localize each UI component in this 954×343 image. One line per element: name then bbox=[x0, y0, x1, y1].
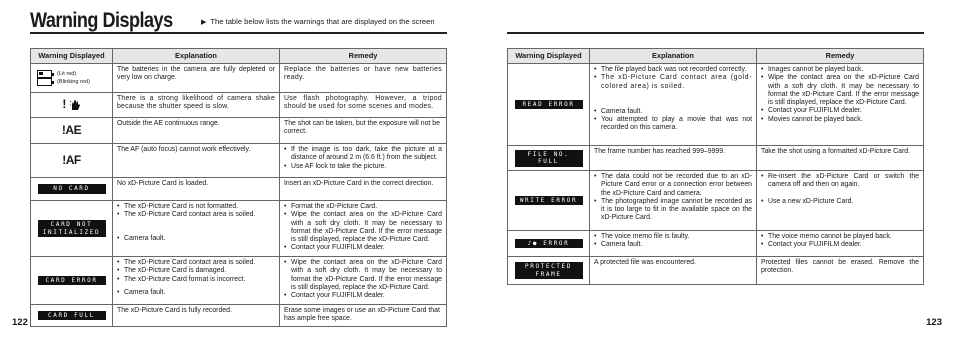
table-row bbox=[508, 171, 924, 231]
warning-symbol: ! bbox=[62, 97, 66, 112]
battery-lit bbox=[37, 70, 106, 78]
explanation-list bbox=[594, 173, 752, 223]
table-row bbox=[508, 146, 924, 171]
remedy-list bbox=[284, 203, 442, 253]
camera-shake-warning bbox=[37, 99, 106, 111]
list-item: • Contact your FUJIFILM dealer. bbox=[761, 107, 919, 115]
table-row bbox=[508, 257, 924, 285]
table-row bbox=[508, 231, 924, 257]
list-item: • Wipe the contact area on the xD-Picture Card with a soft dry cloth. It may be necessary to format the xD-Picture Card. If the error message is still displayed, replace the xD-Picture Card. bbox=[284, 211, 442, 244]
list-item: • The file played back was not recorded correctly. bbox=[594, 66, 752, 74]
warnings-table-right bbox=[507, 48, 924, 285]
list-item: • Contact your FUJIFILM dealer. bbox=[284, 292, 442, 300]
remedy-cell: Replace the batteries or have new batteries ready. bbox=[280, 64, 447, 93]
list-item: • The xD-Picture Card format is incorrect. bbox=[117, 276, 275, 284]
ae-warning-icon: !AE bbox=[61, 123, 82, 138]
voice-error-label: ERROR bbox=[543, 239, 570, 247]
header-remedy: Remedy bbox=[280, 49, 447, 64]
list-item: • You attempted to play a movie that was not recorded on this camera. bbox=[594, 116, 752, 133]
write-error-display: WRITE ERROR bbox=[515, 196, 583, 206]
voice-error-display: ♪● ERROR bbox=[515, 239, 583, 249]
table-row bbox=[31, 118, 447, 144]
warning-cell bbox=[31, 118, 113, 144]
card-not-initialized-display: CARD NOT INITIALIZED bbox=[38, 220, 106, 237]
list-item: • The voice memo cannot be played back. bbox=[761, 233, 919, 241]
explanation-cell: There is a strong likelihood of camera shake because the shutter speed is slow. bbox=[113, 93, 280, 118]
remedy-cell bbox=[757, 171, 924, 231]
table-row bbox=[31, 178, 447, 201]
explanation-cell bbox=[590, 231, 757, 257]
remedy-cell bbox=[280, 144, 447, 178]
warning-cell bbox=[508, 146, 590, 171]
warning-cell bbox=[508, 257, 590, 285]
remedy-list bbox=[284, 146, 442, 171]
list-item: • The xD-Picture Card contact area (gold-colored area) is soiled. bbox=[594, 74, 752, 91]
table-row bbox=[31, 201, 447, 257]
list-item: • The xD-Picture Card is damaged. bbox=[117, 267, 275, 275]
title-rule bbox=[30, 32, 447, 34]
list-item: • Wipe the contact area on the xD-Picture Card with a soft dry cloth. It may be necessary to format the xD-Picture Card. If the error message is still displayed, replace the xD-Picture Card. bbox=[284, 259, 442, 292]
header-explanation: Explanation bbox=[113, 49, 280, 64]
warning-cell bbox=[508, 64, 590, 146]
list-item: • The xD-Picture Card contact area is soiled. bbox=[117, 259, 275, 267]
list-item: • Format the xD-Picture Card. bbox=[284, 203, 442, 211]
read-error-display: READ ERROR bbox=[515, 100, 583, 110]
list-item: • Camera fault. bbox=[117, 289, 275, 297]
page-number: 123 bbox=[926, 317, 942, 328]
remedy-cell: Erase some images or use an xD-Picture Card that has ample free space. bbox=[280, 305, 447, 327]
remedy-cell: Insert an xD-Picture Card in the correct direction. bbox=[280, 178, 447, 201]
list-item: • The data could not be recorded due to an xD-Picture Card error or a connection error between the xD-Picture Card and camera. bbox=[594, 173, 752, 198]
list-item: • Movies cannot be played back. bbox=[761, 116, 919, 124]
header-warning: Warning Displayed bbox=[31, 49, 113, 64]
battery-blink bbox=[37, 78, 106, 86]
warnings-table-left bbox=[30, 48, 447, 327]
table-row bbox=[31, 257, 447, 305]
remedy-cell bbox=[280, 201, 447, 257]
list-item: • Use AF lock to take the picture. bbox=[284, 163, 442, 171]
explanation-cell: No xD-Picture Card is loaded. bbox=[113, 178, 280, 201]
warning-cell bbox=[31, 257, 113, 305]
list-item: • Use a new xD-Picture Card. bbox=[761, 198, 919, 206]
file-no-full-display: FILE NO. FULL bbox=[515, 150, 583, 167]
intro-label: The table below lists the warnings that are displayed on the screen bbox=[210, 17, 435, 26]
list-item: • Camera fault. bbox=[594, 108, 752, 116]
blinking-red-label: (Blinking red) bbox=[57, 79, 90, 85]
list-item: • Images cannot be played back. bbox=[761, 66, 919, 74]
remedy-cell: Take the shot using a formatted xD-Picture Card. bbox=[757, 146, 924, 171]
list-item: • The voice memo file is faulty. bbox=[594, 233, 752, 241]
list-item: • Contact your FUJIFILM dealer. bbox=[761, 241, 919, 249]
list-item: • Contact your FUJIFILM dealer. bbox=[284, 244, 442, 252]
list-item: • Re-insert the xD-Picture Card or switch the camera off and then on again. bbox=[761, 173, 919, 190]
explanation-cell bbox=[113, 257, 280, 305]
header-remedy: Remedy bbox=[757, 49, 924, 64]
list-item: • If the image is too dark, take the picture at a distance of around 2 m (6.6 ft.) from the subject. bbox=[284, 146, 442, 163]
explanation-cell: The AF (auto focus) cannot work effectively. bbox=[113, 144, 280, 178]
explanation-list bbox=[117, 259, 275, 297]
table-header-row bbox=[31, 49, 447, 64]
card-error-display: CARD ERROR bbox=[38, 276, 106, 286]
header-warning: Warning Displayed bbox=[508, 49, 590, 64]
table-row bbox=[508, 64, 924, 146]
remedy-cell: The shot can be taken, but the exposure will not be correct. bbox=[280, 118, 447, 144]
explanation-cell: The xD-Picture Card is fully recorded. bbox=[113, 305, 280, 327]
remedy-list bbox=[761, 66, 919, 124]
card-full-display: CARD FULL bbox=[38, 311, 106, 321]
list-item: • The xD-Picture Card is not formatted. bbox=[117, 203, 275, 211]
intro-text bbox=[201, 17, 435, 26]
list-item: • Camera fault. bbox=[117, 235, 275, 243]
explanation-cell bbox=[590, 171, 757, 231]
lit-red-label: (Lit red) bbox=[57, 71, 77, 77]
remedy-cell bbox=[280, 257, 447, 305]
remedy-cell: Protected files cannot be erased. Remove the protection. bbox=[757, 257, 924, 285]
warning-cell bbox=[31, 64, 113, 93]
battery-empty-icon bbox=[37, 78, 52, 86]
explanation-list bbox=[594, 233, 752, 250]
explanation-list bbox=[594, 66, 752, 133]
list-item: • The photographed image cannot be recorded as it is too large to fit in the available space on the xD-Picture Card. bbox=[594, 198, 752, 223]
remedy-list bbox=[761, 233, 919, 250]
warning-cell bbox=[508, 171, 590, 231]
remedy-cell bbox=[757, 231, 924, 257]
table-row bbox=[31, 144, 447, 178]
remedy-list bbox=[284, 259, 442, 300]
header-explanation: Explanation bbox=[590, 49, 757, 64]
table-header-row bbox=[508, 49, 924, 64]
warning-cell bbox=[31, 93, 113, 118]
remedy-list bbox=[761, 173, 919, 206]
battery-low-icon bbox=[37, 70, 52, 78]
explanation-cell: The batteries in the camera are fully depleted or very low on charge. bbox=[113, 64, 280, 93]
list-item: • Camera fault. bbox=[594, 241, 752, 249]
warning-cell bbox=[31, 201, 113, 257]
triangle-bullet-icon: ▶ bbox=[201, 19, 207, 26]
af-warning-icon: !AF bbox=[62, 153, 81, 168]
explanation-cell: The frame number has reached 999–9999. bbox=[590, 146, 757, 171]
hand-shake-icon bbox=[69, 99, 81, 111]
remedy-cell: Use flash photography. However, a tripod should be used for some scenes and modes. bbox=[280, 93, 447, 118]
title-rule bbox=[507, 32, 924, 34]
table-row bbox=[31, 305, 447, 327]
page-number: 122 bbox=[12, 317, 28, 328]
explanation-cell bbox=[113, 201, 280, 257]
list-item: • Wipe the contact area on the xD-Picture Card with a soft dry cloth. It may be necessary to format the xD-Picture Card. If the error message is still displayed, replace the xD-Picture Card. bbox=[761, 74, 919, 107]
remedy-cell bbox=[757, 64, 924, 146]
explanation-cell: A protected file was encountered. bbox=[590, 257, 757, 285]
list-item: • The xD-Picture Card contact area is soiled. bbox=[117, 211, 275, 219]
protected-frame-display: PROTECTED FRAME bbox=[515, 262, 583, 279]
table-row bbox=[31, 64, 447, 93]
table-row bbox=[31, 93, 447, 118]
warning-cell bbox=[508, 231, 590, 257]
warning-cell bbox=[31, 144, 113, 178]
no-card-display: NO CARD bbox=[38, 184, 106, 194]
explanation-cell: Outside the AE continuous range. bbox=[113, 118, 280, 144]
right-page bbox=[477, 0, 954, 343]
page-title: Warning Displays bbox=[30, 9, 173, 32]
explanation-list bbox=[117, 203, 275, 243]
explanation-cell bbox=[590, 64, 757, 146]
warning-cell bbox=[31, 178, 113, 201]
warning-cell bbox=[31, 305, 113, 327]
